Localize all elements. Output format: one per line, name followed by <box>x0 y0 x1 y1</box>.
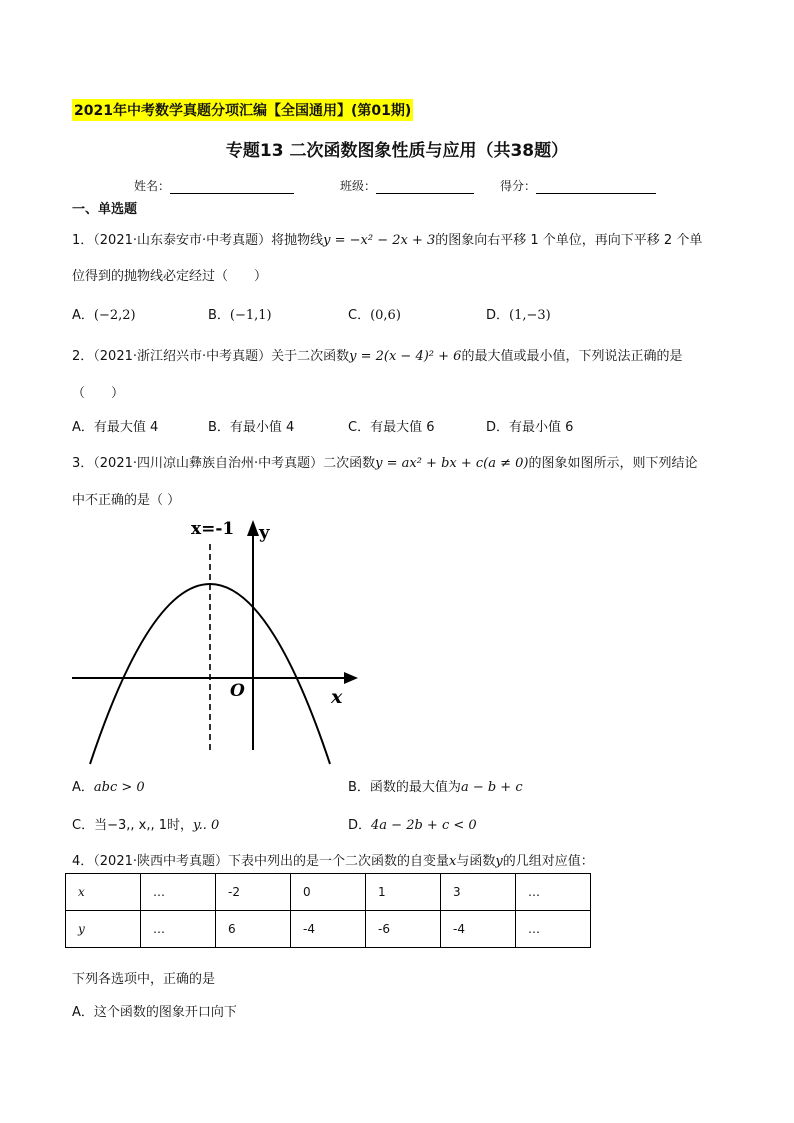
question-3-line-1 <box>72 452 698 471</box>
x-axis-label: x <box>331 686 343 708</box>
score-field-group <box>500 177 656 194</box>
question-4-stem-suffix: 的几组对应值： <box>502 854 594 869</box>
name-blank[interactable] <box>170 180 294 194</box>
table-cell: … <box>141 911 216 948</box>
table-row <box>66 911 591 948</box>
question-4-var-x: x <box>449 854 457 869</box>
question-4-option-a[interactable]: A．这个函数的图象开口向下 <box>72 1005 237 1020</box>
question-1-option-d[interactable]: D．(1,−3) <box>486 308 551 323</box>
question-3-option-c[interactable]: C．当−3,, x,, 1时，y.. 0 <box>72 818 220 833</box>
table-cell: -4 <box>441 911 516 948</box>
question-1-stem-suffix: 的图象向右平移 1 个单位，再向下平移 2 个单 <box>435 233 703 248</box>
question-3-option-d[interactable]: D．4a − 2b + c < 0 <box>348 818 477 833</box>
question-3-formula: y = ax² + bx + c(a ≠ 0) <box>375 456 529 471</box>
table-cell: -2 <box>216 874 291 911</box>
y-axis-label: y <box>259 522 270 543</box>
question-1-option-a[interactable]: A．(−2,2) <box>72 308 136 323</box>
question-1-line-2: 位得到的抛物线必定经过（ ） <box>72 269 268 284</box>
score-blank[interactable] <box>536 180 656 194</box>
table-cell: … <box>516 874 591 911</box>
question-1-formula: y = −x² − 2x + 3 <box>323 233 436 248</box>
question-1-line-1 <box>72 229 702 248</box>
question-4-line-1 <box>72 850 594 869</box>
question-1-stem: 1．（2021·山东泰安市·中考真题）将抛物线 <box>72 233 324 248</box>
table-cell: 6 <box>216 911 291 948</box>
question-3-option-a[interactable]: A．abc > 0 <box>72 780 145 795</box>
table-cell: -4 <box>291 911 366 948</box>
question-4-var-y: y <box>495 854 503 869</box>
question-2-option-a[interactable]: A．有最大值 4 <box>72 420 159 435</box>
table-cell: 1 <box>366 874 441 911</box>
table-cell: y <box>66 911 141 948</box>
question-2-option-b[interactable]: B．有最小值 4 <box>208 420 295 435</box>
table-cell: 3 <box>441 874 516 911</box>
question-2-line-2: （ ） <box>72 386 125 401</box>
score-label: 得分： <box>500 179 537 193</box>
name-label: 姓名： <box>134 179 171 193</box>
question-2-line-1 <box>72 345 682 364</box>
name-field-group <box>134 177 294 194</box>
x-axis-arrow-icon <box>344 672 358 684</box>
question-3-parabola-graph <box>60 512 370 772</box>
question-3-stem: 3．（2021·四川凉山彝族自治州·中考真题）二次函数 <box>72 456 376 471</box>
page-title: 专题13 二次函数图象性质与应用（共38题） <box>225 141 569 161</box>
question-2-formula: y = 2(x − 4)² + 6 <box>349 349 462 364</box>
question-2-stem-suffix: 的最大值或最小值，下列说法正确的是 <box>461 349 683 364</box>
question-1-option-b[interactable]: B．(−1,1) <box>208 308 272 323</box>
question-3-line-2: 中不正确的是（ ） <box>72 493 181 508</box>
question-1-option-c[interactable]: C．(0,6) <box>348 308 401 323</box>
table-cell: 0 <box>291 874 366 911</box>
question-2-option-d[interactable]: D．有最小值 6 <box>486 420 574 435</box>
class-field-group <box>340 177 474 194</box>
table-cell: … <box>141 874 216 911</box>
question-3-stem-suffix: 的图象如图所示，则下列结论 <box>528 456 698 471</box>
question-4-stem: 4．（2021·陕西中考真题）下表中列出的是一个二次函数的自变量 <box>72 854 449 869</box>
question-4-after-table: 下列各选项中，正确的是 <box>72 972 216 987</box>
question-2-option-c[interactable]: C．有最大值 6 <box>348 420 435 435</box>
section-title: 一、单选题 <box>72 202 138 217</box>
y-axis-arrow-icon <box>247 520 259 536</box>
origin-label: O <box>230 681 245 701</box>
table-cell: -6 <box>366 911 441 948</box>
table-cell: x <box>66 874 141 911</box>
class-label: 班级： <box>340 179 377 193</box>
question-4-stem-mid: 与函数 <box>456 854 496 869</box>
table-cell: … <box>516 911 591 948</box>
question-2-stem: 2．（2021·浙江绍兴市·中考真题）关于二次函数 <box>72 349 350 364</box>
symmetry-axis-label: x=-1 <box>191 519 235 539</box>
question-4-value-table <box>65 873 591 948</box>
question-3-option-b[interactable]: B．函数的最大值为a − b + c <box>348 780 523 795</box>
class-blank[interactable] <box>376 180 474 194</box>
series-title: 2021年中考数学真题分项汇编【全国通用】(第01期) <box>72 99 413 121</box>
table-row <box>66 874 591 911</box>
